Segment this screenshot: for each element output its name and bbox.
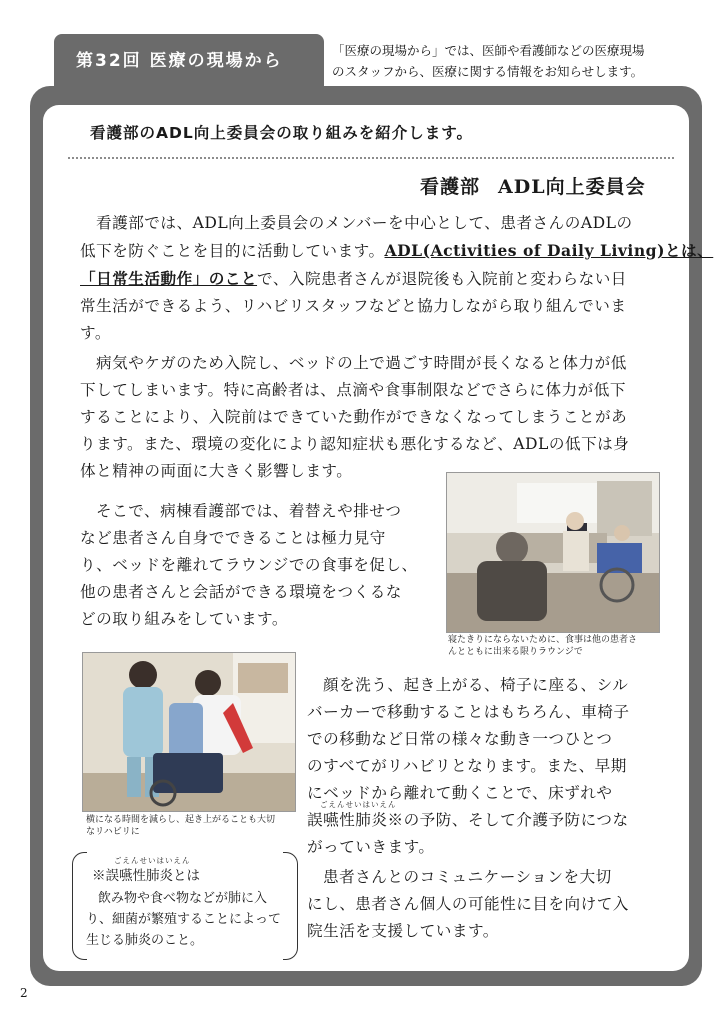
- intro-line: のスタッフから、医療に関する情報をお知らせします。: [332, 64, 644, 79]
- p5-line: 院生活を支援しています。: [307, 922, 499, 940]
- p4-line: のすべてがリハビリとなります。また、早期: [307, 757, 627, 775]
- page-number: 2: [20, 986, 28, 1000]
- note-line: 生じる肺炎のこと。: [86, 933, 204, 948]
- p4-line: 顔を洗う、起き上がる、椅子に座る、シル: [323, 676, 629, 694]
- p1-line-a: 低下を防ぐことを目的に活動しています。: [80, 242, 385, 260]
- paragraph-2: [80, 350, 629, 485]
- p1-line: 常生活ができるよう、リハビリスタッフなどと協力しながら取り組んでいま: [80, 297, 627, 315]
- series-intro: [332, 40, 702, 82]
- p3-line: など患者さん自身でできることは極力見守: [80, 529, 386, 547]
- p3-line: 他の患者さんと会話ができる環境をつくるな: [80, 583, 402, 601]
- p4-line: がっていきます。: [307, 838, 435, 856]
- note-bracket-left: [72, 852, 87, 960]
- p3-line: どの取り組みをしています。: [80, 610, 288, 628]
- paragraph-3: [80, 498, 418, 633]
- p2-line: 下してしまいます。特に高齢者は、点滴や食事制限などでさらに体力が低下: [80, 381, 626, 399]
- p1-line: す。: [80, 324, 111, 342]
- p1-line: [80, 237, 713, 265]
- lounge-photo-illustration: [447, 473, 659, 632]
- p2-line: することにより、入院前はできていた動作ができなくなってしまうことがあ: [80, 408, 628, 426]
- p4-line: にベッドから離れて動くことで、床ずれや: [307, 784, 613, 802]
- note-line: 飲み物や食べ物などが肺に入: [98, 891, 268, 906]
- note-line: り、細菌が繁殖することによって: [86, 912, 282, 927]
- p1-line: 看護部では、ADL向上委員会のメンバーを中心として、患者さんのADLの: [96, 214, 633, 232]
- lounge-meal-photo: [446, 472, 660, 633]
- glossary-note: [72, 852, 298, 960]
- p2-line: 体と精神の両面に大きく影響します。: [80, 462, 353, 480]
- caption-line: んとともに出来る限りラウンジで: [448, 647, 583, 657]
- p1-line: [80, 265, 713, 293]
- paragraph-4: [307, 672, 630, 861]
- caption-line: 寝たきりにならないために、食事は他の患者さ: [448, 635, 638, 645]
- adl-japanese-term: 「日常生活動作」のこと: [80, 269, 258, 288]
- p3-line: そこで、病棟看護部では、着替えや排せつ: [96, 502, 402, 520]
- p1-line-b: で、入院患者さんが退院後も入院前と変わらない日: [257, 270, 627, 288]
- standing-rehab-photo: [82, 652, 296, 812]
- caption-line: なリハビリに: [86, 827, 140, 837]
- p5-line: 患者さんとのコミュニケーションを大切: [323, 868, 612, 886]
- p4-line: での移動など日常の様々な動き一つひとつ: [307, 730, 613, 748]
- committee-name: ADL向上委員会: [498, 176, 646, 198]
- caption-line: 横になる時間を減らし、起き上がることも大切: [86, 815, 276, 825]
- p5-line: にし、患者さん個人の可能性に目を向けて入: [307, 895, 629, 913]
- paragraph-1: [80, 210, 713, 347]
- note-title: ※誤嚥性肺炎とは: [92, 868, 200, 884]
- paragraph-5: [307, 864, 629, 945]
- rehab-photo-illustration: [83, 653, 295, 811]
- p2-line: ります。また、環境の変化により認知症状も悪化するなど、ADLの低下は身: [80, 435, 630, 453]
- p4-line: 誤嚥性肺炎※の予防、そして介護予防につな: [307, 811, 629, 829]
- note-bracket-right: [283, 852, 298, 960]
- p2-line: 病気やケガのため入院し、ベッドの上で過ごす時間が長くなると体力が低: [96, 354, 627, 372]
- department-heading: [420, 172, 646, 199]
- series-tab: 第32回 医療の現場から: [54, 34, 324, 88]
- p3-line: り、ベッドを離れてラウンジでの食事を促し、: [80, 556, 418, 574]
- p4-line: バーカーで移動することはもちろん、車椅子: [307, 703, 630, 721]
- note-ruby: ごえんせいはいえん: [114, 856, 191, 865]
- dotted-divider: [68, 157, 674, 159]
- adl-definition: ADL(Activities of Daily Living)とは、: [384, 241, 714, 260]
- note-body: [86, 888, 281, 951]
- department-name: 看護部: [420, 176, 481, 198]
- p4-ruby: ごえんせいはいえん: [320, 800, 397, 809]
- intro-line: 「医療の現場から」では、医師や看護師などの医療現場: [332, 43, 645, 58]
- rehab-photo-caption: [86, 814, 275, 838]
- article-headline: 看護部のADL向上委員会の取り組みを紹介します。: [90, 124, 474, 142]
- lounge-photo-caption: [448, 634, 637, 658]
